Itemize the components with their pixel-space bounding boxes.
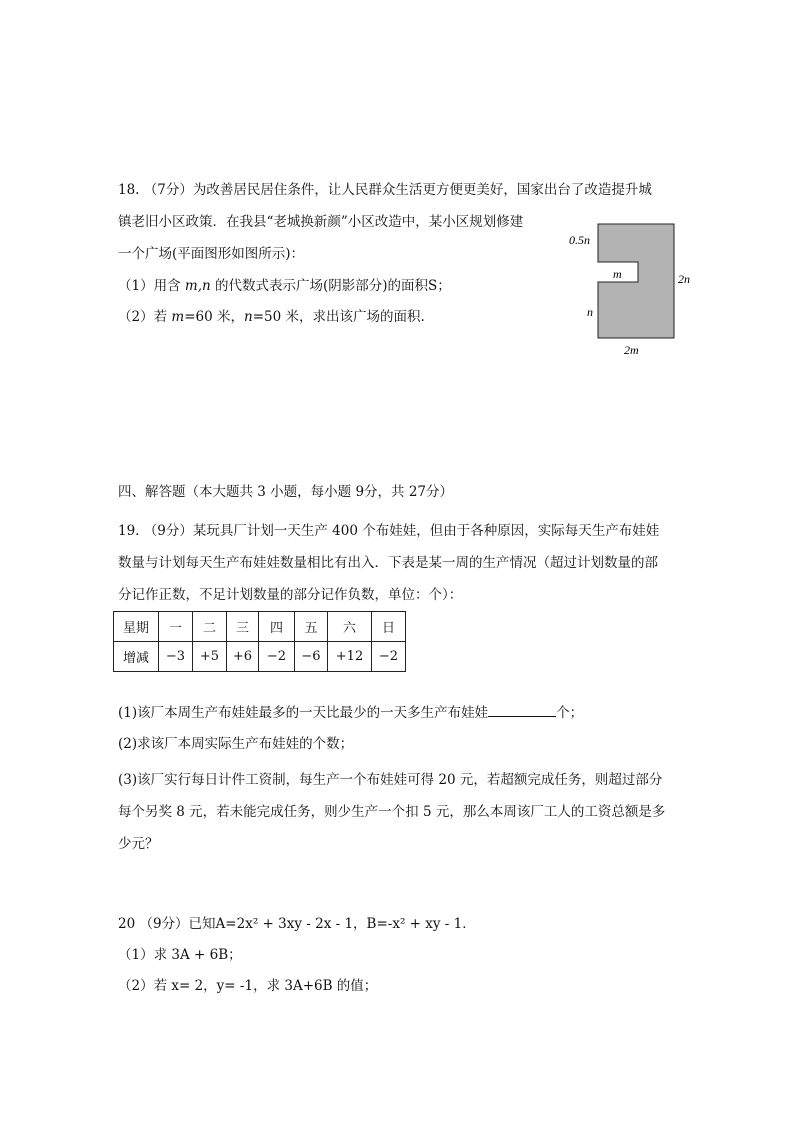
q18-line-3: 一个广场(平面图形如图所示)： — [118, 246, 305, 262]
q20-line-1: 20 （9分）已知A=2x² + 3xy - 2x - 1，B=-x² + xy - 1． — [118, 916, 476, 932]
q19-part-1-pre: (1)该厂本周生产布娃娃最多的一天比最少的一天多生产布娃娃 — [118, 705, 489, 721]
q19-line-1: 19. （9分）某玩具厂计划一天生产 400 个布娃娃，但由于各种原因，实际每天生产布娃娃 — [118, 523, 660, 539]
table-cell: 日 — [372, 612, 406, 642]
q18-line-2: 镇老旧小区政策．在我县“老城换新颜”小区改造中，某小区规划修建 — [118, 214, 524, 230]
q18-part-1 — [118, 276, 451, 296]
table-cell: −6 — [295, 642, 328, 672]
table-row — [114, 642, 406, 672]
table-cell: +5 — [193, 642, 227, 672]
production-table — [113, 611, 406, 672]
label-bottom: 2m — [624, 343, 639, 357]
q19-part-1 — [118, 702, 583, 723]
q19-part-2: (2)求该厂本周实际生产布娃娃的个数； — [118, 736, 354, 752]
q19-line-2: 数量与计划每天生产布娃娃数量相比有出入．下表是某一周的生产情况（超过计划数量的部 — [118, 555, 658, 571]
q19-part-3-line-2: 每个另奖 8 元，若未能完成任务，则少生产一个扣 5 元，那么本周该厂工人的工资总额是多 — [118, 804, 666, 820]
table-cell: 四 — [259, 612, 295, 642]
label-left: n — [587, 305, 593, 319]
q18-part-2-b: =60 米， — [184, 309, 244, 325]
table-cell: 三 — [227, 612, 259, 642]
q18-part-1-pre: （1）用含 — [118, 278, 185, 294]
q19-part-3-line-3: 少元？ — [118, 836, 159, 852]
q18-part-2-m: m — [171, 309, 185, 325]
q18-part-2-a: （2）若 — [118, 309, 172, 325]
table-cell: 五 — [295, 612, 328, 642]
plaza-figure — [566, 220, 706, 360]
section-4-heading: 四、解答题（本大题共 3 小题，每小题 9分，共 27分） — [118, 484, 454, 500]
answer-blank[interactable] — [488, 702, 556, 717]
q18-part-2 — [118, 307, 425, 327]
q19-part-1-post: 个； — [556, 705, 584, 721]
table-cell: 一 — [159, 612, 193, 642]
table-cell: −3 — [159, 642, 193, 672]
q18-part-2-c: =50 米，求出该广场的面积. — [252, 309, 425, 325]
table-row — [114, 612, 406, 642]
table-cell: 星期 — [114, 612, 159, 642]
plaza-shape — [598, 224, 674, 338]
q18-part-2-n: n — [243, 309, 253, 325]
table-cell: 六 — [328, 612, 372, 642]
label-notch: m — [613, 267, 622, 281]
label-right: 2n — [678, 272, 690, 286]
label-top: 0.5n — [569, 233, 590, 247]
table-cell: −2 — [372, 642, 406, 672]
q20-part-1: （1）求 3A + 6B； — [118, 947, 242, 963]
q19-line-3: 分记作正数，不足计划数量的部分记作负数，单位：个）： — [118, 587, 463, 603]
table-cell: +6 — [227, 642, 259, 672]
table-cell: 二 — [193, 612, 227, 642]
q20-part-2: （2）若 x= 2，y= -1，求 3A+6B 的值； — [118, 978, 378, 994]
table-cell: −2 — [259, 642, 295, 672]
table-cell: +12 — [328, 642, 372, 672]
q18-part-1-post: 的代数式表示广场(阴影部分)的面积S； — [210, 278, 451, 294]
q19-part-3-line-1: (3)该厂实行每日计件工资制，每生产一个布娃娃可得 20 元，若超额完成任务，则超过部分 — [118, 772, 663, 788]
table-cell: 增减 — [114, 642, 159, 672]
q18-line-1: 18. （7分）为改善居民居住条件，让人民群众生活更方便更美好，国家出台了改造提升城 — [118, 182, 652, 198]
q18-part-1-vars: m,n — [184, 278, 211, 294]
